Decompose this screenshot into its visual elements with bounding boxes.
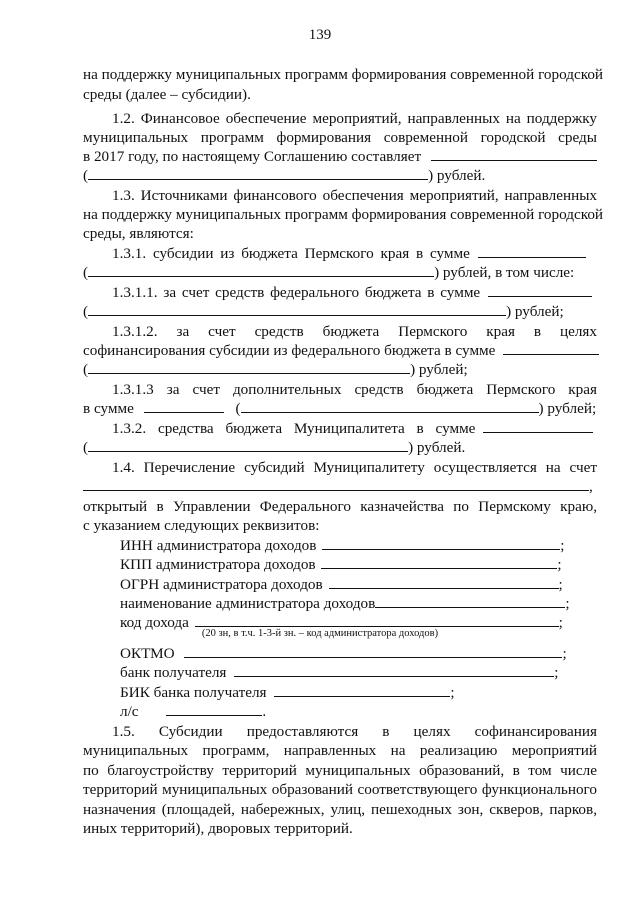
requisite-oktmo-blank [184,644,562,658]
clause-1-3-1-1-line-2 [83,302,597,321]
clause-1-3-1-3-line-1: 1.3.1.3 за счет дополнительных средств бюджета Пермского края [112,381,597,398]
clause-1-4-line-2 [83,477,597,496]
clause-1-2-words-blank [88,166,428,180]
open-paren: ( [83,167,89,184]
clause-1-3-2-line-2 [83,438,597,457]
clause-1-5-line-3: по благоустройству территорий муниципальных образований, в том числе [83,762,597,779]
requisite-bik-blank [274,683,450,697]
requisite-bank [120,663,558,682]
clause-1-3-line-1: 1.3. Источниками финансового обеспечения мероприятий, направленных [112,187,597,204]
requisite-name-label: наименование администратора доходов [120,595,376,612]
requisite-oktmo [120,644,567,663]
requisite-inn-blank [322,536,560,550]
clause-1-2-line-1: 1.2. Финансовое обеспечение мероприятий, направленных на поддержку [112,110,597,127]
open-paren: ( [83,439,89,456]
clause-1-3-2-line-1 [112,419,597,438]
clause-1-5-line-5: назначения (площадей, набережных, улиц, пешеходных зон, скверов, парков, [83,801,597,818]
requisite-bank-blank [234,663,554,677]
requisite-inn-label: ИНН администратора доходов [120,537,317,554]
clause-1-4-line-4: с указанием следующих реквизитов: [83,517,320,534]
requisite-kpp-label: КПП администратора доходов [120,556,316,573]
clause-1-3-1-2-line-3 [83,360,597,379]
clause-1-3-1-1-text: 1.3.1.1. за счет средств федерального бюджета в сумме [112,284,481,301]
clause-1-2-line-3 [83,147,597,166]
paragraph-intro-line-1: на поддержку муниципальных программ формирования современной городской [83,66,604,83]
semicolon: ; [560,537,565,554]
requisite-bik [120,683,455,702]
clause-1-3-1-3-text: в сумме [83,400,134,417]
clause-1-3-2-text: 1.3.2. средства бюджета Муниципалитета в сумме [112,420,476,437]
clause-1-2-line-4 [83,166,597,185]
requisite-bik-label: БИК банка получателя [120,684,267,701]
semicolon: ; [562,645,567,662]
requisite-name-blank [375,594,565,608]
requisite-kpp [120,555,562,574]
requisite-oktmo-label: ОКТМО [120,645,175,662]
semicolon: ; [565,595,570,612]
clause-1-3-1-2-amount-blank [503,341,599,355]
clause-1-3-1-rubles: ) рублей, в том числе: [434,264,575,281]
clause-1-3-1-line-1 [112,244,597,263]
clause-1-3-1-1-rubles: ) рублей; [506,303,564,320]
paragraph-intro-line-2: среды (далее – субсидии). [83,86,251,103]
clause-1-4-line-1: 1.4. Перечисление субсидий Муниципалитету осуществляется на счет [112,459,597,476]
clause-1-3-1-2-rubles: ) рублей; [410,361,468,378]
clause-1-5-line-6: иных территорий), дворовых территорий. [83,820,353,837]
clause-1-2-amount-blank [431,147,597,161]
clause-1-5-line-4: территорий муниципальных образований соответствующего функционального [83,781,597,798]
requisite-bank-label: банк получателя [120,664,227,681]
clause-1-3-line-3: среды, являются: [83,225,194,242]
clause-1-3-1-2-text: софинансирования субсидии из федерального бюджета в сумме [83,342,496,359]
semicolon: ; [450,684,455,701]
comma: , [589,478,593,495]
clause-1-3-2-rubles: ) рублей. [408,439,466,456]
clause-1-3-1-3-amount-blank [144,399,224,413]
semicolon: ; [554,664,559,681]
requisite-name [120,594,570,613]
clause-1-3-1-2-line-2 [83,341,597,360]
requisite-income-code-label: код дохода [120,614,189,631]
clause-1-3-1-words-blank [88,263,434,277]
clause-1-5-line-2: муниципальных программ, направленных на реализацию мероприятий [83,742,597,759]
requisite-account-label: л/с [120,703,139,720]
period: . [262,703,267,720]
clause-1-4-line-3: открытый в Управлении Федерального казначейства по Пермскому краю, [83,498,597,515]
clause-1-3-1-3-line-2 [83,399,597,418]
requisite-ogrn [120,575,563,594]
clause-1-3-1-1-words-blank [88,302,506,316]
requisite-kpp-blank [321,555,557,569]
clause-1-3-1-line-2 [83,263,597,282]
semicolon: ; [558,576,563,593]
clause-1-3-1-amount-blank [478,244,586,258]
account-number-blank [83,477,589,491]
clause-1-3-1-2-line-1: 1.3.1.2. за счет средств бюджета Пермского края в целях [112,323,597,340]
requisite-inn [120,536,564,555]
open-paren: ( [235,400,241,417]
semicolon: ; [557,556,562,573]
clause-1-2-rubles: ) рублей. [428,167,486,184]
clause-1-2-line-2: муниципальных программ формирования современной городской среды [83,129,597,146]
clause-1-3-2-words-blank [88,438,408,452]
requisite-ogrn-blank [329,575,559,589]
open-paren: ( [83,361,89,378]
income-code-note: (20 зн, в т.ч. 1-3-й зн. – код администратора доходов) [201,628,439,639]
clause-1-3-1-3-rubles: ) рублей; [538,400,597,417]
clause-1-5-line-1: 1.5. Субсидии предоставляются в целях софинансирования [112,723,597,740]
clause-1-3-1-text: 1.3.1. субсидии из бюджета Пермского края в сумме [112,245,470,262]
open-paren: ( [83,303,89,320]
clause-1-3-line-2: на поддержку муниципальных программ формирования современной городской [83,206,604,223]
clause-1-3-1-1-amount-blank [488,283,592,297]
clause-1-3-1-3-words-blank [241,399,539,413]
requisite-account [120,702,266,721]
requisite-income-code-blank [195,613,559,627]
clause-1-3-1-2-words-blank [88,360,410,374]
clause-1-3-1-1-line-1 [112,283,597,302]
clause-1-2-text: в 2017 году, по настоящему Соглашению составляет [83,148,422,165]
requisite-account-blank [166,702,262,716]
open-paren: ( [83,264,89,281]
page-number: 139 [308,27,332,43]
clause-1-3-2-amount-blank [483,419,593,433]
requisite-ogrn-label: ОГРН администратора доходов [120,576,323,593]
semicolon: ; [558,614,563,631]
